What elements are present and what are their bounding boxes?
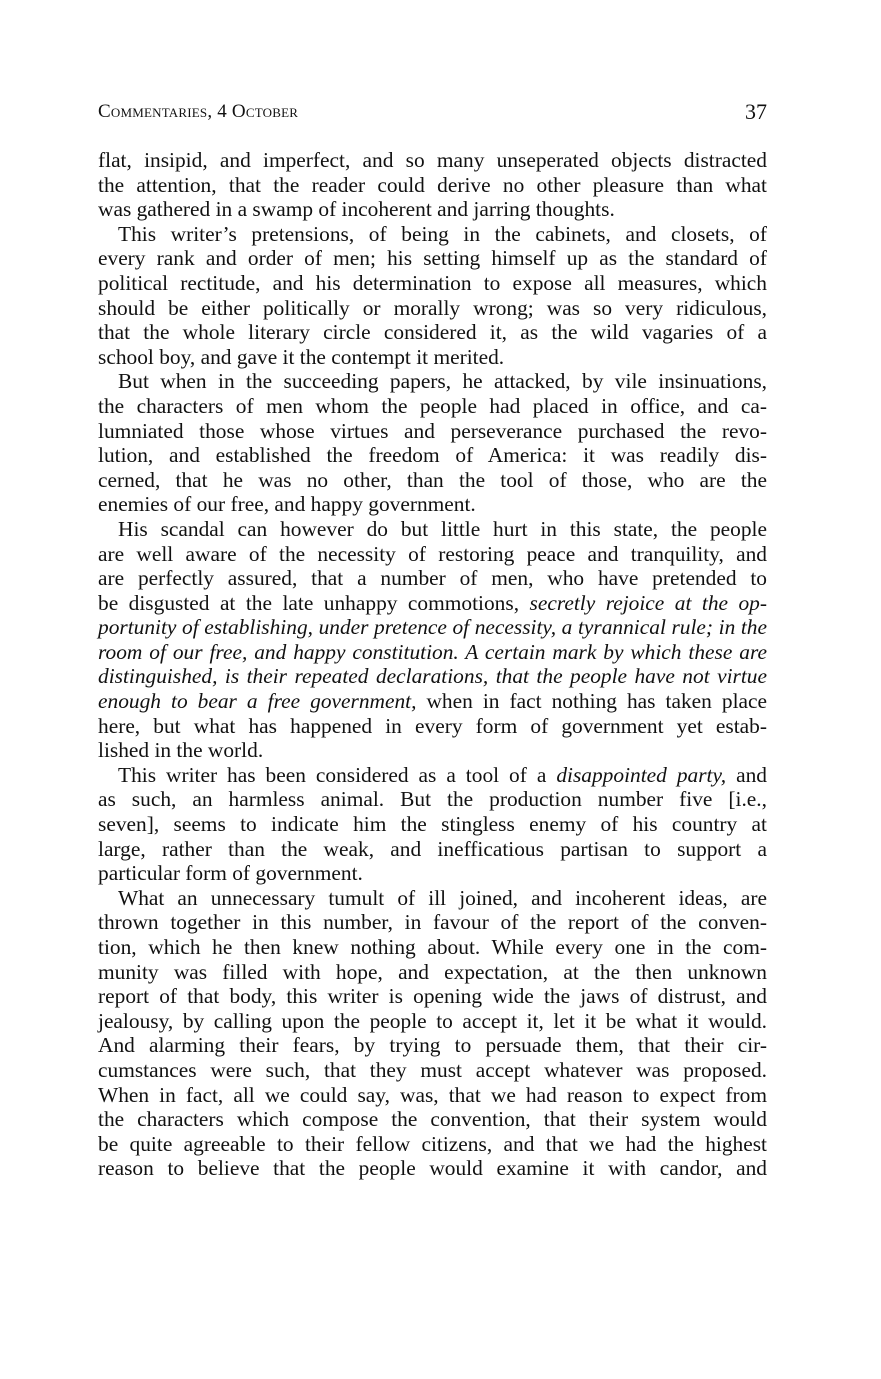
text-line: every rank and order of men; his setting himself up as the standard of: [98, 246, 767, 271]
text-line: jealousy, by calling upon the people to accept it, let it be what it would.: [98, 1008, 767, 1033]
text-line: thrown together in this number, in favour of the report of the conven-: [98, 910, 767, 935]
text-line: particular form of government.: [98, 861, 363, 886]
text-line: When in fact, all we could say, was, that we had reason to expect from: [98, 1082, 767, 1107]
text-line-mixed: [98, 689, 767, 714]
text-line-mixed: [98, 591, 767, 616]
paragraph-6: [98, 886, 767, 1181]
paragraph-2: [98, 222, 767, 370]
text-line: lished in the world.: [98, 738, 264, 763]
text-line: flat, insipid, and imperfect, and so many unseperated objects distracted: [98, 148, 767, 172]
page-header: [98, 101, 767, 127]
paragraph-1: [98, 148, 767, 222]
paragraph-5: [98, 763, 767, 886]
text-line: political rectitude, and his determination to expose all measures, which: [98, 270, 767, 295]
text-line: that the whole literary circle considered it, as the wild vagaries of a: [98, 320, 767, 345]
italic-segment: distinguished, is their repeated declarations, that the people have not virtue: [98, 664, 767, 689]
text-line: as such, an harmless animal. But the production number five [i.e.,: [98, 787, 767, 812]
text-line: report of that body, this writer is opening wide the jaws of distrust, and: [98, 984, 767, 1009]
text-line: seven], seems to indicate him the stingless enemy of his country at: [98, 812, 767, 837]
body-text: [98, 148, 767, 1181]
italic-segment: secretly rejoice at the op-: [529, 590, 767, 615]
text-segment: This writer has been considered as a tool of a: [118, 762, 557, 787]
text-line: cerned, that he was no other, than the tool of those, who are the: [98, 467, 767, 492]
text-line-italic: [98, 640, 767, 665]
italic-segment: portunity of establishing, under pretence of necessity, a tyrannical rule; in the: [98, 615, 767, 640]
text-line: munity was filled with hope, and expectation, at the then unknown: [98, 959, 767, 984]
page-number: 37: [745, 99, 767, 124]
text-line: the characters which compose the convention, that their system would: [98, 1107, 767, 1132]
paragraph-3: [98, 369, 767, 517]
text-line: reason to believe that the people would examine it with candor, and: [98, 1156, 767, 1181]
text-line: lumniated those whose virtues and perseverance purchased the revo-: [98, 418, 767, 443]
text-line: His scandal can however do but little hurt in this state, the people: [118, 516, 767, 541]
text-line: enemies of our free, and happy government.: [98, 492, 476, 517]
italic-segment: disappointed party,: [556, 762, 727, 787]
text-line: be quite agreeable to their fellow citizens, and that we had the highest: [98, 1131, 767, 1156]
text-segment: and: [726, 762, 768, 787]
text-line: school boy, and gave it the contempt it merited.: [98, 344, 505, 369]
italic-segment: room of our free, and happy constitution. A certain mark by which these are: [98, 639, 767, 664]
paragraph-4: [98, 517, 767, 763]
text-line: should be either politically or morally wrong; was so very ridiculous,: [98, 295, 767, 320]
text-line: here, but what has happened in every form of government yet estab-: [98, 713, 767, 738]
text-line: What an unnecessary tumult of ill joined, and incoherent ideas, are: [118, 885, 767, 910]
text-segment: be disgusted at the late unhappy commotions,: [98, 590, 530, 615]
italic-segment: enough to bear a free government,: [98, 689, 417, 714]
text-line: But when in the succeeding papers, he attacked, by vile insinuations,: [118, 369, 767, 394]
running-head: Commentaries, 4 October: [98, 101, 299, 122]
text-line: lution, and established the freedom of America: it was readily dis-: [98, 443, 767, 468]
text-line: the attention, that the reader could derive no other pleasure than what: [98, 172, 767, 197]
text-line: cumstances were such, that they must accept whatever was proposed.: [98, 1057, 767, 1082]
text-line: the characters of men whom the people had placed in office, and ca-: [98, 393, 767, 418]
text-line-italic: [98, 615, 767, 640]
text-line: And alarming their fears, by trying to persuade them, that their cir-: [98, 1033, 767, 1058]
text-line-italic: [98, 664, 767, 689]
text-line: are perfectly assured, that a number of men, who have pretended to: [98, 566, 767, 591]
text-line: are well aware of the necessity of restoring peace and tranquility, and: [98, 541, 767, 566]
text-line: This writer’s pretensions, of being in the cabinets, and closets, of: [118, 221, 767, 246]
text-line: was gathered in a swamp of incoherent and jarring thoughts.: [98, 197, 615, 222]
text-line-mixed: [98, 763, 767, 788]
text-line: tion, which he then knew nothing about. While every one in the com-: [98, 935, 767, 959]
text-line: large, rather than the weak, and inefficatious partisan to support a: [98, 836, 767, 861]
text-segment: when in fact nothing has taken place: [416, 689, 767, 714]
